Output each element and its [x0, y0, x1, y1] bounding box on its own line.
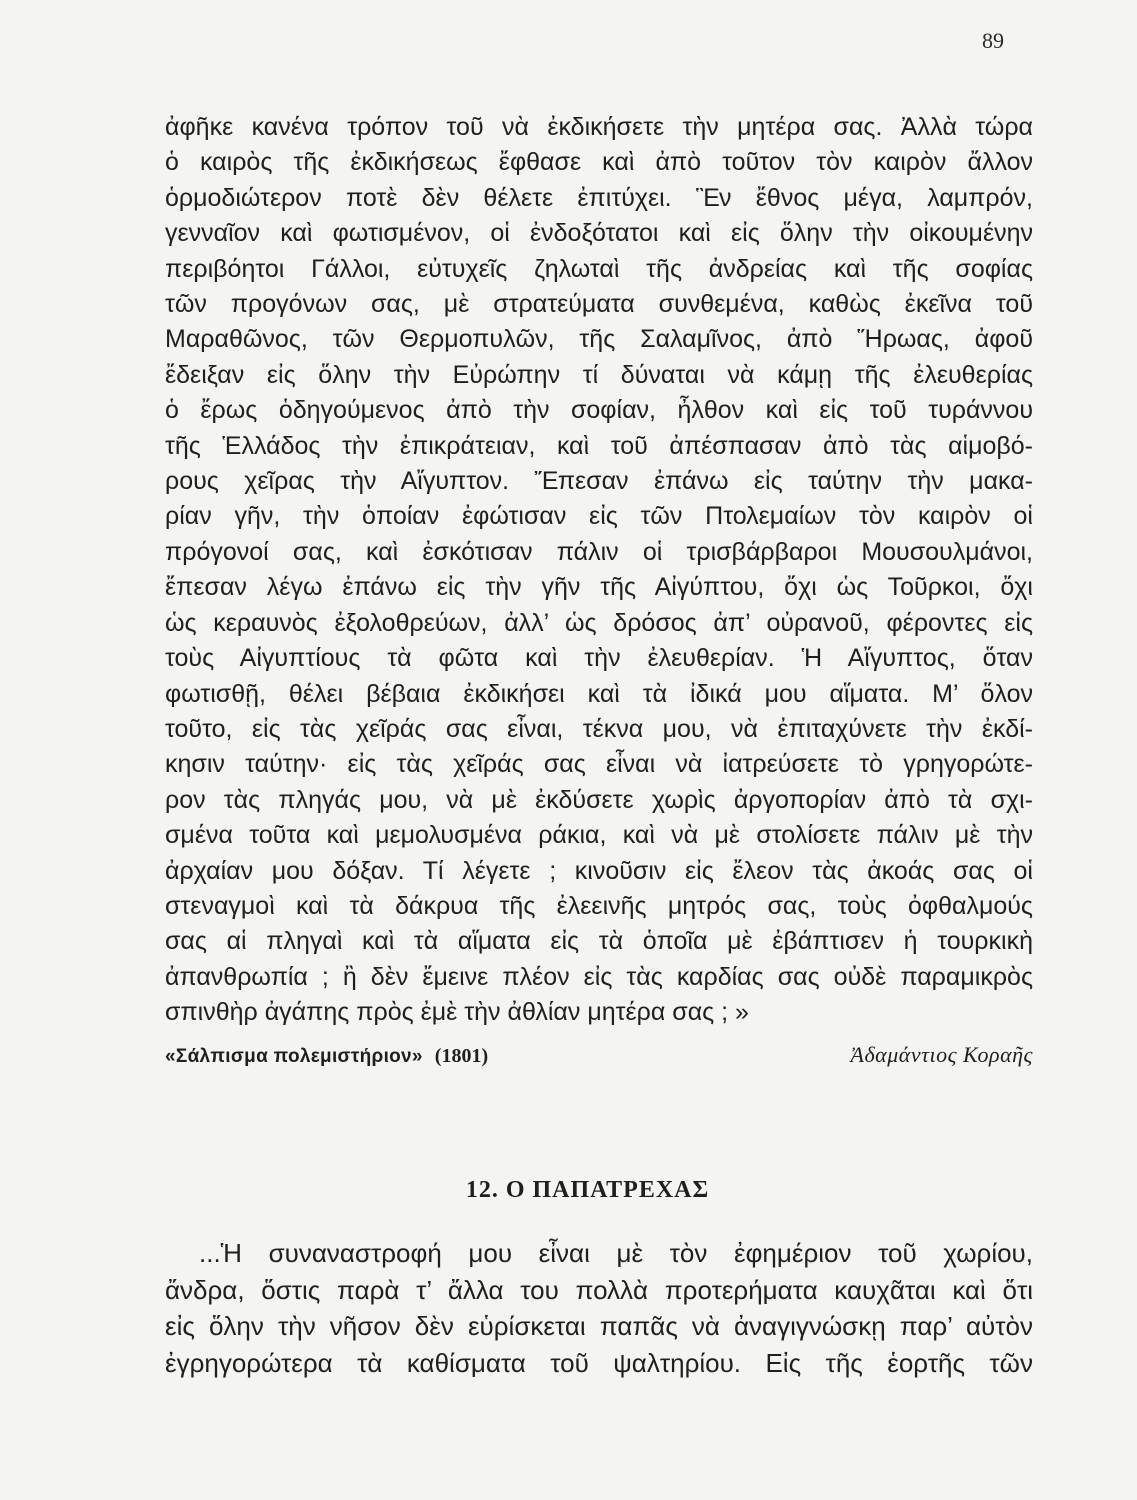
text-line: τῆς Ἑλλάδος τὴν ἐπικράτειαν, καὶ τοῦ ἀπέσπασαν ἀπὸ τὰς αἱμοβό-: [165, 431, 1033, 460]
text-line: τοὺς Αἰγυπτίους τὰ φῶτα καὶ τὴν ἐλευθερίαν. Ἡ Αἴγυπτος, ὅταν: [165, 644, 1033, 673]
text-line: ἀρχαίαν μου δόξαν. Τί λέγετε ; κινοῦσιν εἰς ἔλεον τὰς ἀκοάς σας οἱ: [165, 856, 1033, 885]
korais-passage: [165, 110, 1033, 1031]
page-number: 89: [982, 28, 1004, 53]
text-line: τῶν προγόνων σας, μὲ στρατεύματα συνθεμένα, καθὼς ἐκεῖνα τοῦ: [165, 290, 1033, 319]
text-line: ἔπεσαν λέγω ἐπάνω εἰς τὴν γῆν τῆς Αἰγύπτου, ὄχι ὡς Τοῦρκοι, ὄχι: [165, 573, 1033, 602]
text-line: ἐγρηγορώτερα τὰ καθίσματα τοῦ ψαλτηρίου. Εἰς τῆς ἑορτῆς τῶν: [165, 1347, 1033, 1378]
text-line: Μαραθῶνος, τῶν Θερμοπυλῶν, τῆς Σαλαμῖνος, ἀπὸ Ἥρωας, ἀφοῦ: [165, 325, 1033, 354]
text-line: ρον τὰς πληγάς μου, νὰ μὲ ἐκδύσετε χωρὶς ἀργοπορίαν ἀπὸ τὰ σχι-: [165, 785, 1033, 814]
source-year: (1801): [434, 1045, 489, 1067]
source-title: «Σάλπισμα πολεμιστήριον»: [165, 1046, 423, 1067]
text-line: σας αἱ πληγαὶ καὶ τὰ αἵματα εἰς τὰ ὁποῖα μὲ ἐβάπτισεν ἡ τουρκικὴ: [165, 927, 1033, 956]
text-line: εἰς ὅλην τὴν νῆσον δὲν εὑρίσκεται παπᾶς νὰ ἀναγιγνώσκῃ παρ’ αὐτὸν: [165, 1311, 1033, 1341]
text-line: ρίαν γῆν, τὴν ὁποίαν ἐφώτισαν εἰς τῶν Πτολεμαίων τὸν καιρὸν οἱ: [165, 502, 1033, 531]
text-line: ὁ ἔρως ὁδηγούμενος ἀπὸ τὴν σοφίαν, ἦλθον καὶ εἰς τοῦ τυράννου: [165, 396, 1033, 425]
text-line: τοῦτο, εἰς τὰς χεῖράς σας εἶναι, τέκνα μου, νὰ ἐπιταχύνετε τὴν ἐκδί-: [165, 714, 1033, 743]
text-line: ...Ἡ συναναστροφή μου εἶναι μὲ τὸν ἐφημέριον τοῦ χωρίου,: [199, 1238, 1033, 1268]
text-line: σμένα τοῦτα καὶ μεμολυσμένα ράκια, καὶ νὰ μὲ στολίσετε πάλιν μὲ τὴν: [165, 821, 1033, 850]
text-line: πρόγονοί σας, καὶ ἐσκότισαν πάλιν οἱ τρισβάρβαροι Μουσουλμάνοι,: [165, 537, 1033, 566]
text-line: γενναῖον καὶ φωτισμένον, οἱ ἐνδοξότατοι καὶ εἰς ὅλην τὴν οἰκουμένην: [165, 219, 1033, 248]
text-line: κησιν ταύτην· εἰς τὰς χεῖράς σας εἶναι νὰ ἰατρεύσετε τὸ γρηγορώτε-: [165, 750, 1033, 779]
passage-source: [165, 1042, 1033, 1074]
text-line: ἀπανθρωπία ; ἢ δὲν ἔμεινε πλέον εἰς τὰς καρδίας σας οὐδὲ παραμικρὸς: [165, 962, 1033, 991]
section-heading: 12. Ο ΠΑΠΑΤΡΕΧΑΣ: [465, 1177, 710, 1203]
text-line: ὁρμοδιώτερον ποτὲ δὲν θέλετε ἐπιτύχει. Ἓν ἔθνος μέγα, λαμπρόν,: [165, 183, 1033, 212]
text-line: περιβόητοι Γάλλοι, εὐτυχεῖς ζηλωταὶ τῆς ἀνδρείας καὶ τῆς σοφίας: [165, 254, 1033, 283]
papatrexas-passage: [165, 1235, 1033, 1381]
text-line: σπινθὴρ ἀγάπης πρὸς ἐμὲ τὴν ἀθλίαν μητέρα σας ; »: [165, 998, 749, 1027]
text-line: ρους χεῖρας τὴν Αἴγυπτον. Ἔπεσαν ἐπάνω εἰς ταύτην τὴν μακα-: [165, 467, 1033, 496]
text-line: ἄνδρα, ὅστις παρὰ τ’ ἄλλα του πολλὰ προτερήματα καυχᾶται καὶ ὅτι: [165, 1274, 1033, 1305]
text-line: φωτισθῇ, θέλει βέβαια ἐκδικήσει καὶ τὰ ἰδικά μου αἵματα. Μ’ ὅλον: [165, 679, 1033, 708]
text-line: ἔδειξαν εἰς ὅλην τὴν Εὐρώπην τί δύναται νὰ κάμῃ τῆς ἐλευθερίας: [165, 360, 1033, 389]
text-line: ὁ καιρὸς τῆς ἐκδικήσεως ἔφθασε καὶ ἀπὸ τοῦτον τὸν καιρὸν ἄλλον: [165, 148, 1033, 177]
source-citation: [165, 1045, 488, 1068]
text-line: ὡς κεραυνὸς ἐξολοθρεύων, ἀλλ’ ὡς δρόσος ἀπ’ οὐρανοῦ, φέροντες εἰς: [165, 608, 1033, 637]
text-line: ἀφῆκε κανένα τρόπον τοῦ νὰ ἐκδικήσετε τὴν μητέρα σας. Ἀλλὰ τώρα: [165, 113, 1033, 141]
source-author: Ἀδαμάντιος Κοραῆς: [850, 1042, 1033, 1067]
text-line: στεναγμοὶ καὶ τὰ δάκρυα τῆς ἐλεεινῆς μητρός σας, τοὺς ὀφθαλμούς: [165, 891, 1033, 920]
